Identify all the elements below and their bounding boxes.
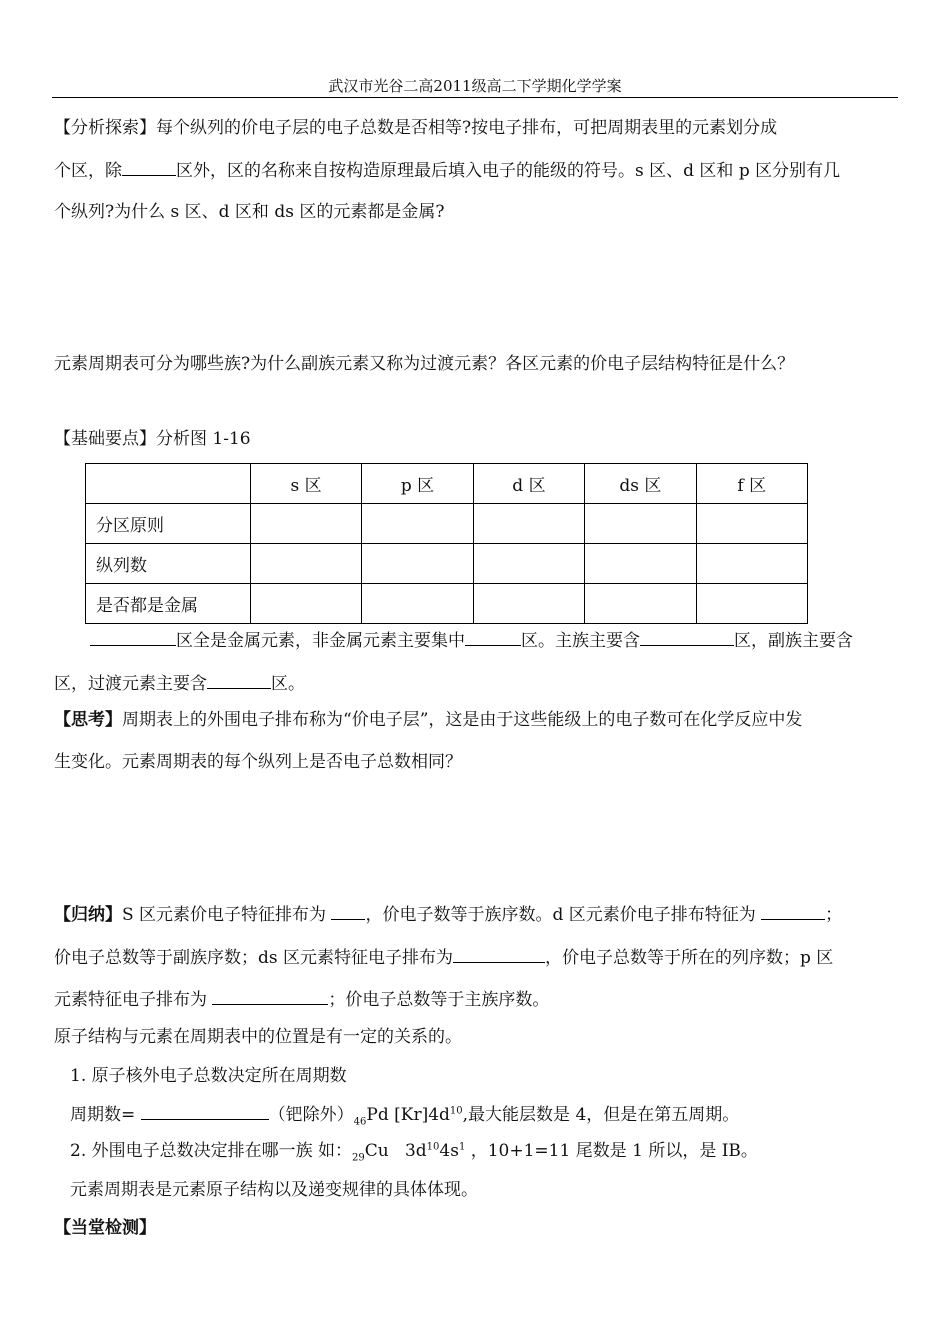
basics-title: 【基础要点】分析图 1-16 xyxy=(54,429,251,449)
header-divider xyxy=(52,97,898,98)
summary-line-1 xyxy=(54,903,842,926)
table-row xyxy=(86,504,808,544)
summary-blank-2[interactable] xyxy=(761,903,825,920)
point1-title: 1. 原子核外电子总数决定所在周期数 xyxy=(70,1066,347,1086)
table-header-d: d 区 xyxy=(473,464,584,504)
summary-text-2b: ，价电子总数等于所在的列序数；p 区 xyxy=(545,948,834,968)
fill-line-1 xyxy=(90,629,853,652)
row-label-metal: 是否都是金属 xyxy=(86,584,251,624)
cu-config-3d-sup: 10 xyxy=(426,1141,440,1153)
table-row xyxy=(86,544,808,584)
table-cell[interactable] xyxy=(473,504,584,544)
explore-tag: 【分析探索】 xyxy=(54,118,156,138)
cu-atomic-number: 29 xyxy=(352,1152,365,1164)
point1-text-a: 周期数= xyxy=(70,1105,136,1125)
fill-blank-4[interactable] xyxy=(207,672,271,689)
relation-text: 原子结构与元素在周期表中的位置是有一定的关系的。 xyxy=(54,1027,462,1047)
fill-line-2 xyxy=(54,672,305,695)
page-header-title: 武汉市光谷二高2011级高二下学期化学学案 xyxy=(328,77,622,95)
check-heading: 【当堂检测】 xyxy=(54,1218,156,1238)
point1-text-b: （钯除外） xyxy=(268,1105,354,1125)
point2-text-a: 2. 外围电子总数决定排在哪一族 如： xyxy=(70,1141,353,1161)
summary-text-1a: S 区元素价电子特征排布为 xyxy=(122,905,327,925)
summary-line-2 xyxy=(54,946,833,969)
cu-symbol: Cu xyxy=(364,1141,389,1161)
fill-text-b: 区。主族主要含 xyxy=(521,631,640,651)
cu-config-4s-sup: 1 xyxy=(458,1141,466,1153)
explore-text-1: 每个纵列的价电子层的电子总数是否相等?按电子排布，可把周期表里的元素划分成 xyxy=(156,118,778,138)
explore-blank[interactable] xyxy=(122,159,176,176)
summary-line-3 xyxy=(54,988,549,1011)
block-table xyxy=(85,463,808,624)
point2-text-b: ，10+1=11 尾数是 1 所以，是 IB。 xyxy=(470,1141,758,1161)
fill-blank-1[interactable] xyxy=(90,629,176,646)
summary-text-2a: 价电子总数等于副族序数；ds 区元素特征电子排布为 xyxy=(54,948,454,968)
table-cell[interactable] xyxy=(696,584,807,624)
table-cell[interactable] xyxy=(585,544,696,584)
summary-blank-1[interactable] xyxy=(331,903,365,920)
fill-blank-2[interactable] xyxy=(465,629,521,646)
table-header-corner xyxy=(86,464,251,504)
table-cell[interactable] xyxy=(585,584,696,624)
table-header-f: f 区 xyxy=(696,464,807,504)
table-cell[interactable] xyxy=(250,584,361,624)
summary-text-3a: 元素特征电子排布为 xyxy=(54,990,207,1010)
fill-text-c: 区，副族主要含 xyxy=(734,631,853,651)
table-cell[interactable] xyxy=(696,504,807,544)
summary-blank-3[interactable] xyxy=(453,946,545,963)
think-text-1: 周期表上的外围电子排布称为“价电子层”，这是由于这些能级上的电子数可在化学反应中发 xyxy=(122,710,803,730)
point2-line xyxy=(70,1140,758,1162)
cu-config-4s: 4s xyxy=(439,1141,459,1161)
fill-blank-3[interactable] xyxy=(640,629,734,646)
table-header-ds: ds 区 xyxy=(585,464,696,504)
table-cell[interactable] xyxy=(696,544,807,584)
row-label-principle: 分区原则 xyxy=(86,504,251,544)
period-blank[interactable] xyxy=(141,1103,269,1120)
table-cell[interactable] xyxy=(362,544,473,584)
point1-line xyxy=(70,1103,739,1126)
explore-line-1 xyxy=(54,117,777,139)
table-row xyxy=(86,584,808,624)
row-label-columns: 纵列数 xyxy=(86,544,251,584)
table-cell[interactable] xyxy=(473,584,584,624)
table-header-s: s 区 xyxy=(250,464,361,504)
table-cell[interactable] xyxy=(362,584,473,624)
explore-line-2 xyxy=(54,159,840,182)
pd-config-sup: 10 xyxy=(449,1105,463,1117)
explore-line-3: 个纵列?为什么 s 区、d 区和 ds 区的元素都是金属? xyxy=(54,202,445,222)
table-cell[interactable] xyxy=(585,504,696,544)
fill-text-d: 区，过渡元素主要含 xyxy=(54,674,207,694)
table-cell[interactable] xyxy=(250,544,361,584)
conclusion-text: 元素周期表是元素原子结构以及递变规律的具体体现。 xyxy=(70,1180,478,1200)
summary-text-1c: ； xyxy=(825,905,843,925)
table-header-p: p 区 xyxy=(362,464,473,504)
pd-atomic-number: 46 xyxy=(353,1116,367,1128)
think-tag: 【思考】 xyxy=(54,710,122,730)
fill-text-e: 区。 xyxy=(271,674,305,694)
summary-blank-4[interactable] xyxy=(212,988,328,1005)
table-cell[interactable] xyxy=(473,544,584,584)
pd-config: [Kr]4d xyxy=(394,1105,450,1125)
cu-config-3d: 3d xyxy=(404,1141,427,1161)
question-groups: 元素周期表可分为哪些族?为什么副族元素又称为过渡元素？各区元素的价电子层结构特征是什么？ xyxy=(54,354,795,374)
summary-text-3b: ；价电子总数等于主族序数。 xyxy=(328,990,550,1010)
summary-text-1b: ，价电子数等于族序数。d 区元素价电子排布特征为 xyxy=(365,905,756,925)
fill-text-a: 区全是金属元素，非金属元素主要集中 xyxy=(176,631,465,651)
summary-tag: 【归纳】 xyxy=(54,905,122,925)
think-line-1 xyxy=(54,709,802,731)
pd-symbol: Pd xyxy=(366,1105,389,1125)
table-cell[interactable] xyxy=(250,504,361,544)
table-cell[interactable] xyxy=(362,504,473,544)
explore-text-2a: 个区，除 xyxy=(54,161,122,181)
point1-text-c: ,最大能层数是 4，但是在第五周期。 xyxy=(462,1105,740,1125)
table-header-row xyxy=(86,464,808,504)
explore-text-2b: 区外，区的名称来自按构造原理最后填入电子的能级的符号。s 区、d 区和 p 区分别有几 xyxy=(176,161,841,181)
think-line-2: 生变化。元素周期表的每个纵列上是否电子总数相同？ xyxy=(54,752,462,772)
